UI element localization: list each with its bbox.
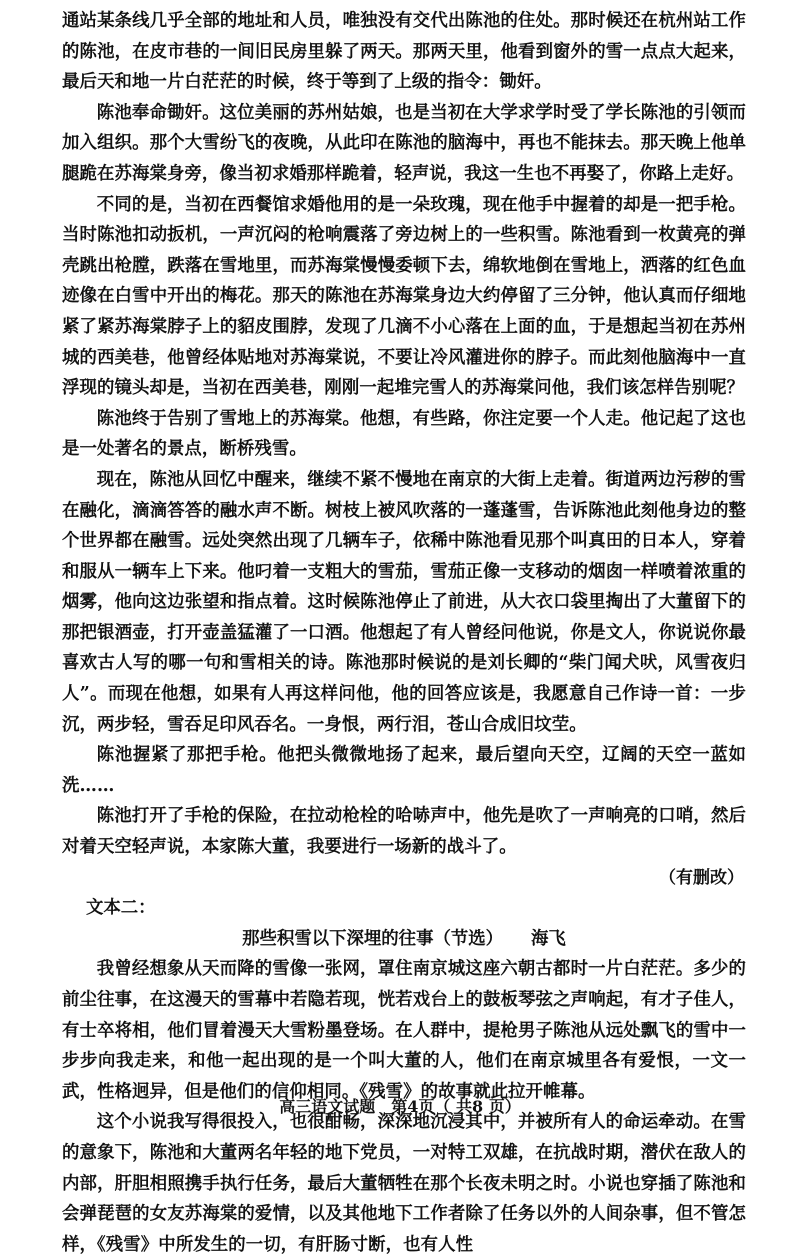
edit-note: （有删改）: [659, 867, 744, 888]
text2-author: 海飞: [531, 928, 566, 949]
text1-paragraph-1: 通站某条线几乎全部的地址和人员，唯独没有交代出陈池的住处。那时候还在杭州站工作的陈池，在皮市巷的一间旧民房里躲了两天。那两天里，他看到窗外的雪一点点大起来，最后天和地一片白茫茫的时候，终于等到了上级的指令：锄奸。: [62, 11, 746, 93]
text2-section: [62, 893, 746, 1260]
text2-title: 那些积雪以下深埋的往事（节选）: [242, 928, 504, 949]
text2-paragraph-1: 我曾经想象从天而降的雪像一张网，罩住南京城这座六朝古都时一片白茫茫。多少的前尘往事，在这漫天的雪幕中若隐若现，恍若戏台上的鼓板琴弦之声响起，有才子佳人，有士卒将相，他们冒着漫天大雪粉墨登场。在人群中，提枪男子陈池从远处飘飞的雪中一步步向我走来，和他一起出现的是一个叫大董的人，他们在南京城里各有爱恨，一文一武，性格迥异，但是他们的信仰相同。《残雪》的故事就此拉开帷幕。: [62, 959, 746, 1102]
page-footer: 高三语文试题 第4页（ 共8 页）: [279, 1097, 521, 1116]
text1-paragraph-6: 陈池握紧了那把手枪。他把头微微地扬了起来，最后望向天空，辽阔的天空一蓝如洗……: [62, 745, 746, 796]
text2-label: 文本二：: [86, 898, 156, 919]
text1-section: [62, 6, 746, 893]
text1-paragraph-2: 陈池奉命锄奸。这位美丽的苏州姑娘，也是当初在大学求学时受了学长陈池的引领而加入组织。那个大雪纷飞的夜晚，从此印在陈池的脑海中，再也不能抹去。那天晚上他单腿跪在苏海棠身旁，像当初求婚那样跪着，轻声说，我这一生也不再娶了，你路上走好。: [62, 102, 746, 184]
text1-paragraph-3: 不同的是，当初在西餐馆求婚他用的是一朵玫瑰，现在他手中握着的却是一把手枪。当时陈池扣动扳机，一声沉闷的枪响震落了旁边树上的一些积雪。陈池看到一枚黄亮的弹壳跳出枪膛，跌落在雪地里，而苏海棠慢慢委顿下去，绵软地倒在雪地上，洒落的红色血迹像在白雪中开出的梅花。那天的陈池在苏海棠身边大约停留了三分钟，他认真而仔细地紧了紧苏海棠脖子上的貂皮围脖，发现了几滴不小心落在上面的血，于是想起当初在苏州城的西美巷，他曾经体贴地对苏海棠说，不要让冷风灌进你的脖子。而此刻他脑海中一直浮现的镜头却是，当初在西美巷，刚刚一起堆完雪人的苏海棠问他，我们该怎样告别呢？: [62, 194, 746, 399]
text2-paragraph-2: 这个小说我写得很投入，也很酣畅，深深地沉浸其中，并被所有人的命运牵动。在雪的意象下，陈池和大董两名年轻的地下党员，一对特工双雄，在抗战时期，潜伏在敌人的内部，肝胆相照携手执行任务，最后大董牺牲在那个长夜未明之时。小说也穿插了陈池和会弹琵琶的女友苏海棠的爱情，以及其他地下工作者除了任务以外的人间杂事，但不管怎样，《残雪》中所发生的一切，有肝肠寸断，也有人性: [62, 1112, 746, 1255]
document-page: [62, 6, 746, 1260]
text1-paragraph-5: 现在，陈池从回忆中醒来，继续不紧不慢地在南京的大街上走着。街道两边污秽的雪在融化，滴滴答答的融水声不断。树枝上被风吹落的一蓬蓬雪，告诉陈池此刻他身边的整个世界都在融雪。远处突然出现了几辆车子，依稀中陈池看见那个叫真田的日本人，穿着和服从一辆车上下来。他叼着一支粗大的雪茄，雪茄正像一支移动的烟囱一样喷着浓重的烟雾，他向这边张望和指点着。这时候陈池停止了前进，从大衣口袋里掏出了大董留下的那把银酒壶，打开壶盖猛灌了一口酒。他想起了有人曾经问他说，你是文人，你说说你最喜欢古人写的哪一句和雪相关的诗。陈池那时候说的是刘长卿的“柴门闻犬吠，风雪夜归人”。而现在他想，如果有人再这样问他，他的回答应该是，我愿意自己作诗一首：一步沉，两步轻，雪吞足印风吞名。一身恨，两行泪，苍山合成旧坟茔。: [62, 469, 746, 735]
text1-paragraph-7: 陈池打开了手枪的保险，在拉动枪栓的哈哧声中，他先是吹了一声响亮的口哨，然后对着天空轻声说，本家陈大董，我要进行一场新的战斗了。: [62, 806, 746, 858]
text1-paragraph-4: 陈池终于告别了雪地上的苏海棠。他想，有些路，你注定要一个人走。他记起了这也是一处著名的景点，断桥残雪。: [62, 408, 746, 460]
text2-heading: [62, 924, 746, 955]
